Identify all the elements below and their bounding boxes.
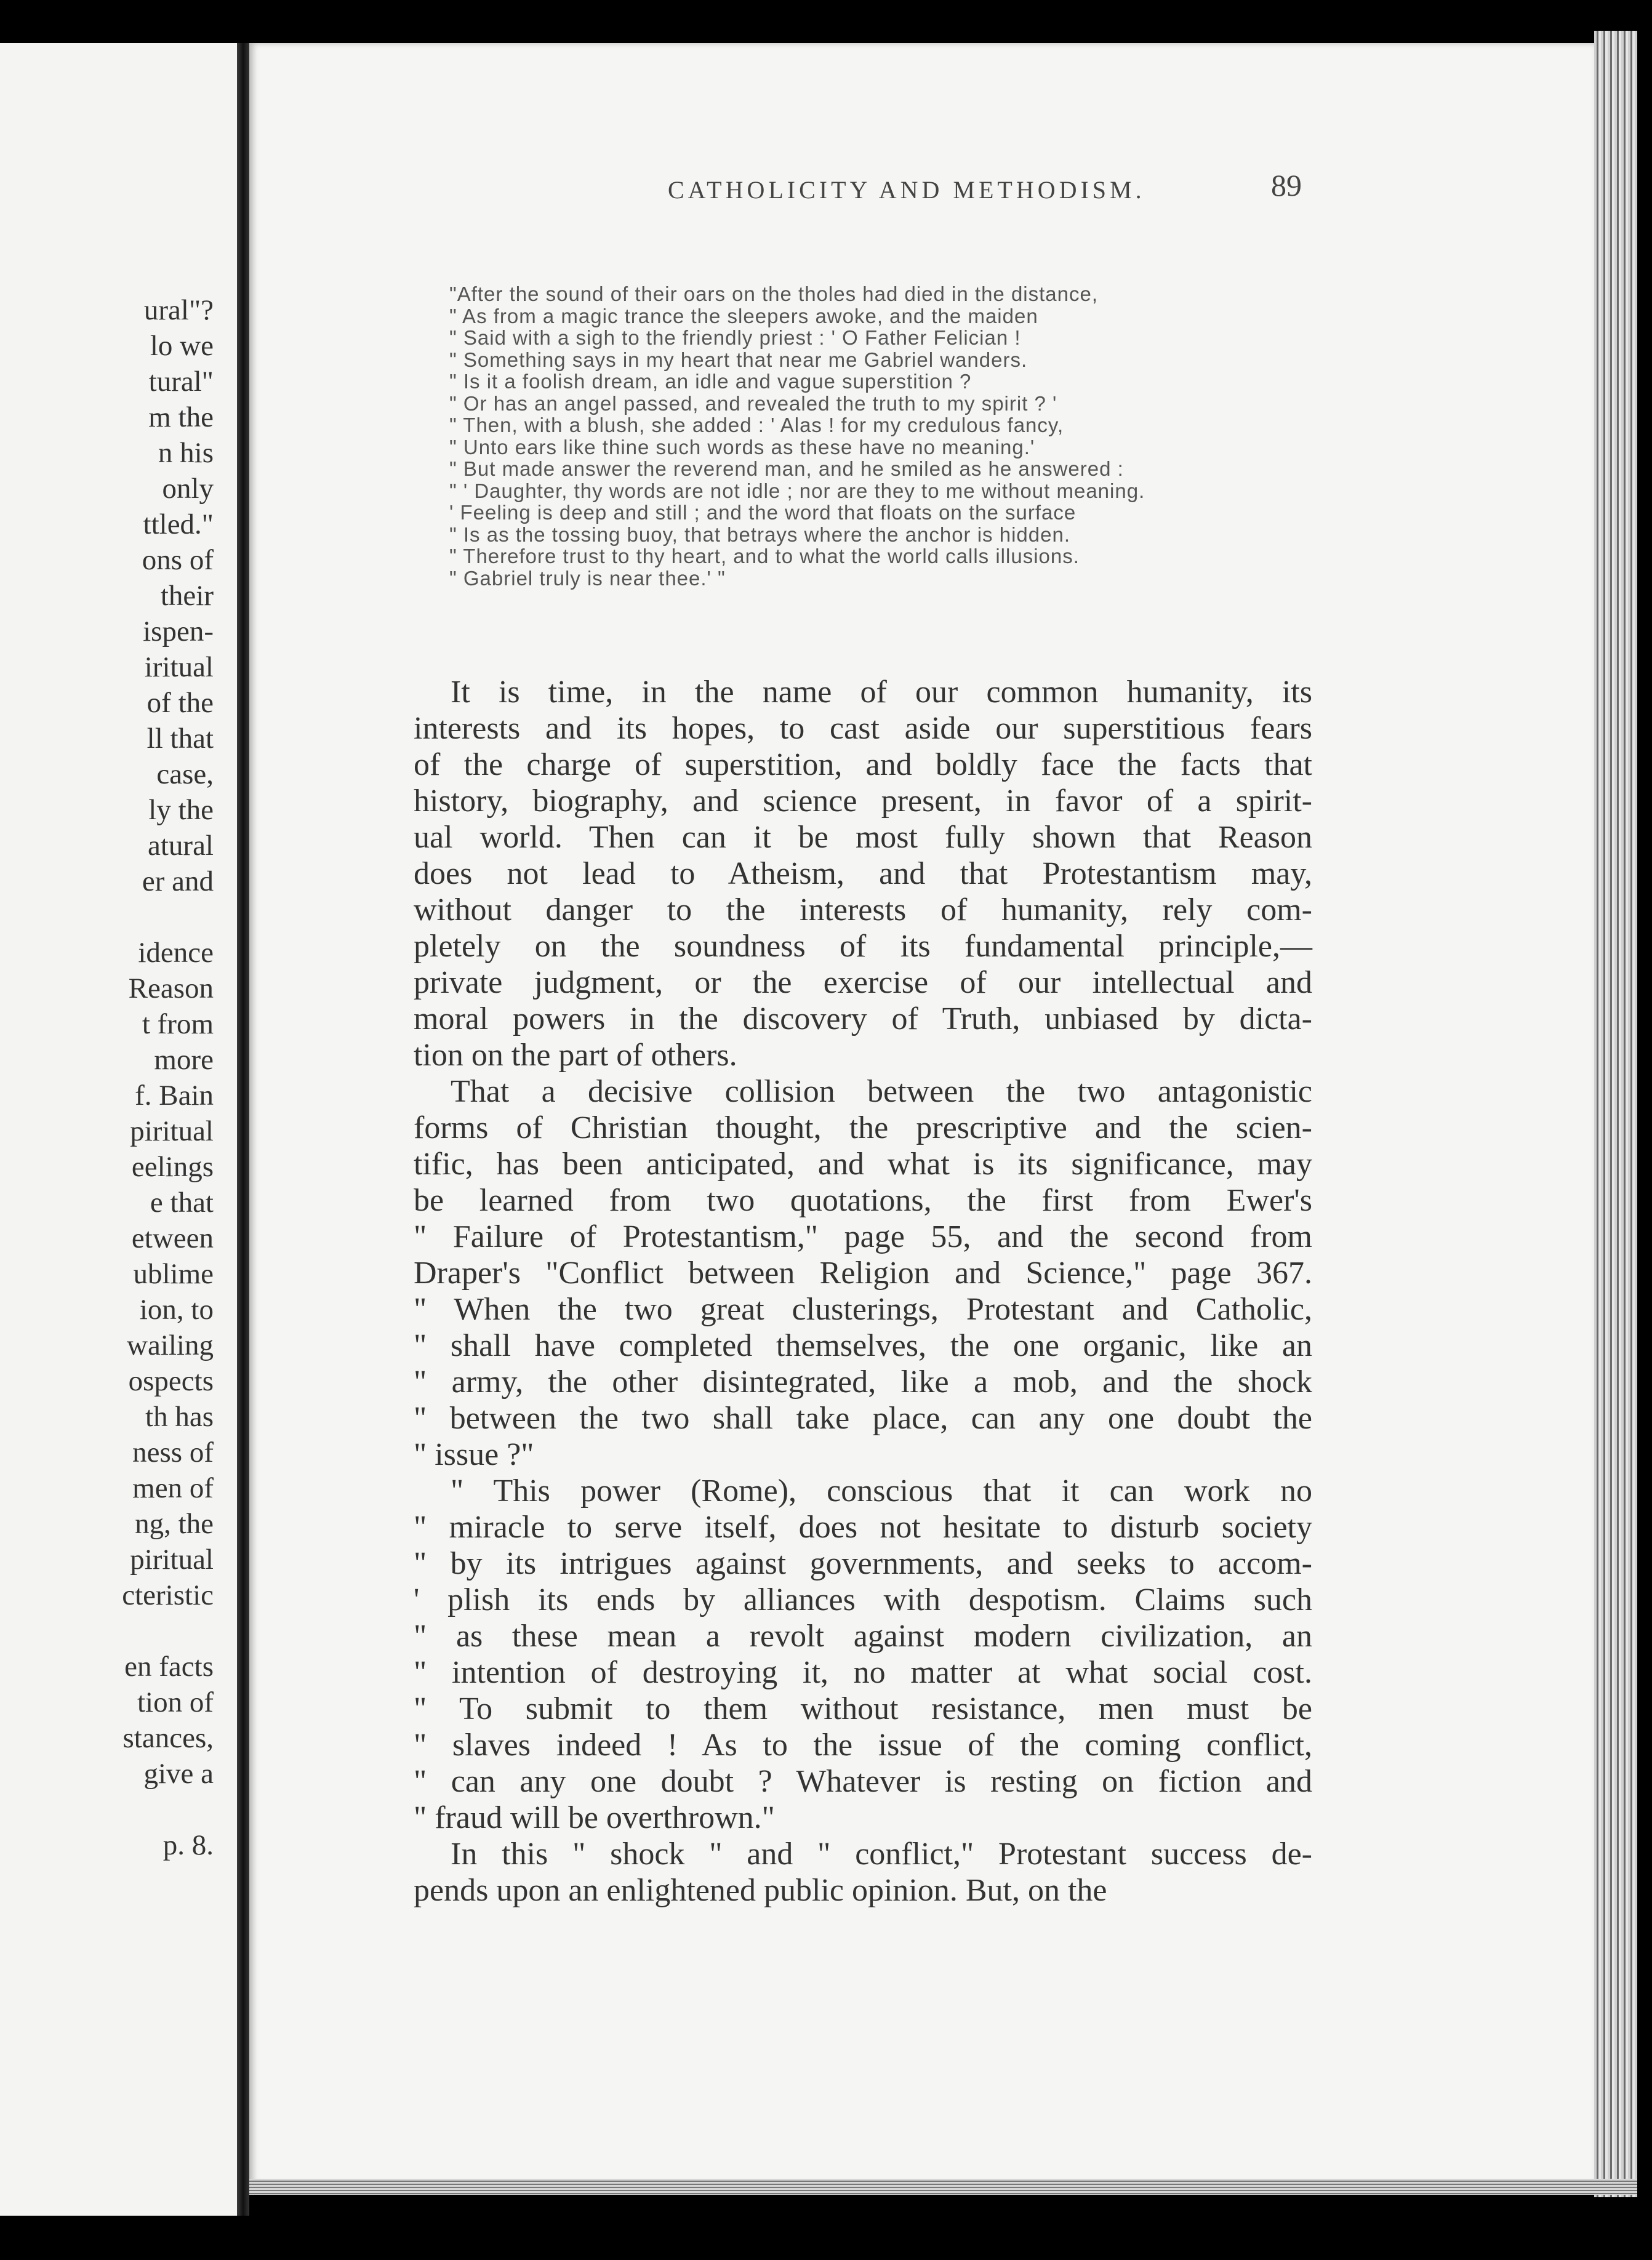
poem-line: " As from a magic trance the sleepers awoke, and the maiden <box>449 304 1038 327</box>
poem-line: " Is it a foolish dream, an idle and vague superstition ? <box>449 370 972 393</box>
poem-line: " ' Daughter, thy words are not idle ; nor are they to me without meaning. <box>449 479 1145 502</box>
text-line: " This power (Rome), conscious that it can work no <box>451 1473 1312 1509</box>
body-text <box>414 674 1312 1909</box>
previous-page-line: m the <box>148 401 214 433</box>
previous-page-line: eelings <box>131 1151 214 1183</box>
previous-page-line: n his <box>158 437 214 469</box>
text-line: of the charge of superstition, and boldly face the facts that <box>414 747 1312 782</box>
poem-quotation <box>449 283 1323 589</box>
text-line: pends upon an enlightened public opinion. But, on the <box>414 1873 1107 1908</box>
previous-page-line: ng, the <box>135 1508 214 1540</box>
poem-line: " Said with a sigh to the friendly priest : ' O Father Felician ! <box>449 326 1021 349</box>
text-line: without danger to the interests of humanity, rely com- <box>414 892 1312 928</box>
poem-line: " Then, with a blush, she added : ' Alas ! for my credulous fancy, <box>449 414 1064 436</box>
page-edges <box>1594 31 1637 2197</box>
previous-page-line: th has <box>145 1401 214 1433</box>
text-line: Draper's "Conflict between Religion and Science," page 367. <box>414 1256 1312 1291</box>
text-line: " miracle to serve itself, does not hesitate to disturb society <box>414 1510 1312 1545</box>
previous-page-line: ospects <box>128 1365 214 1397</box>
previous-page-line: f. Bain <box>135 1080 214 1112</box>
previous-page-line: of the <box>146 687 214 719</box>
previous-page-line: tural" <box>148 366 214 398</box>
previous-page-line: stances, <box>122 1722 214 1754</box>
text-line: be learned from two quotations, the first from Ewer's <box>414 1183 1312 1218</box>
previous-page-line: only <box>162 473 214 505</box>
poem-line: " Unto ears like thine such words as these have no meaning.' <box>449 435 1035 459</box>
previous-page-line: t from <box>142 1008 214 1040</box>
previous-page-line: idence <box>138 937 214 969</box>
previous-page-line: case, <box>156 758 214 790</box>
text-line: " between the two shall take place, can any one doubt the <box>414 1401 1312 1436</box>
previous-page-line: ons of <box>142 544 214 576</box>
previous-page-line: ll that <box>146 723 214 755</box>
previous-page-line: p. 8. <box>162 1829 214 1861</box>
previous-page-line: tion of <box>137 1686 214 1718</box>
poem-line: ' Feeling is deep and still ; and the word that floats on the surface <box>449 501 1077 524</box>
previous-page-line: etween <box>131 1222 214 1254</box>
previous-page-line: ly the <box>148 794 214 826</box>
previous-page-line: ispen- <box>143 615 214 647</box>
text-line: history, biography, and science present, in favor of a spirit- <box>414 783 1312 819</box>
text-line: tion on the part of others. <box>414 1038 737 1073</box>
text-line: " by its intrigues against governments, and seeks to accom- <box>414 1546 1312 1581</box>
text-line: " shall have completed themselves, the one organic, like an <box>414 1328 1312 1363</box>
previous-page-line: ublime <box>133 1258 214 1290</box>
previous-page-line: er and <box>142 865 214 897</box>
text-line: forms of Christian thought, the prescriptive and the scien- <box>414 1110 1312 1145</box>
text-line: In this " shock " and " conflict," Protestant success de- <box>451 1837 1312 1872</box>
text-line: That a decisive collision between the two antagonistic <box>451 1074 1312 1109</box>
text-line: " Failure of Protestantism," page 55, and the second from <box>414 1219 1312 1254</box>
poem-line: " Gabriel truly is near thee.' " <box>449 566 726 590</box>
text-line: private judgment, or the exercise of our intellectual and <box>414 965 1312 1000</box>
previous-page-line: lo we <box>150 330 214 362</box>
previous-page-line: ness of <box>132 1437 214 1469</box>
previous-page-line: ion, to <box>139 1294 214 1326</box>
previous-page-line: piritual <box>130 1544 214 1576</box>
text-line: " can any one doubt ? Whatever is resting on fiction and <box>414 1764 1312 1799</box>
text-line: ual world. Then can it be most fully shown that Reason <box>414 820 1312 855</box>
previous-page-line: cteristic <box>122 1579 214 1611</box>
poem-line: " Is as the tossing buoy, that betrays where the anchor is hidden. <box>449 523 1070 546</box>
paragraph <box>414 1836 1312 1909</box>
previous-page-line: atural <box>148 830 214 862</box>
text-line: " fraud will be overthrown." <box>414 1800 775 1835</box>
poem-line: "After the sound of their oars on the tholes had died in the distance, <box>449 282 1099 305</box>
text-line: " slaves indeed ! As to the issue of the coming conflict, <box>414 1728 1312 1763</box>
running-head: CATHOLICITY AND METHODISM. <box>668 176 1145 204</box>
previous-page <box>0 43 237 2216</box>
previous-page-line: piritual <box>130 1115 214 1147</box>
text-line: " intention of destroying it, no matter at what social cost. <box>414 1655 1312 1690</box>
page-bottom-edge <box>249 2179 1637 2195</box>
previous-page-line: ttled." <box>143 508 214 540</box>
previous-page-line: their <box>160 580 214 612</box>
text-line: does not lead to Atheism, and that Protestantism may, <box>414 856 1312 891</box>
paragraph <box>414 674 1312 1073</box>
previous-page-line: e that <box>150 1187 214 1219</box>
previous-page-line: iritual <box>144 651 214 683</box>
previous-page-line: Reason <box>128 972 214 1004</box>
text-line: tific, has been anticipated, and what is its significance, may <box>414 1147 1312 1182</box>
poem-line: " But made answer the reverend man, and he smiled as he answered : <box>449 457 1124 480</box>
previous-page-line: men of <box>132 1472 214 1504</box>
paragraph <box>414 1473 1312 1836</box>
book-gutter <box>237 43 249 2216</box>
text-line: interests and its hopes, to cast aside our superstitious fears <box>414 711 1312 746</box>
previous-page-line: give a <box>143 1758 214 1790</box>
previous-page-line: ural"? <box>143 294 214 326</box>
paragraph <box>414 1073 1312 1473</box>
text-line: " as these mean a revolt against modern civilization, an <box>414 1619 1312 1654</box>
poem-line: " Therefore trust to thy heart, and to what the world calls illusions. <box>449 545 1080 567</box>
poem-line: " Something says in my heart that near me Gabriel wanders. <box>449 348 1028 371</box>
text-line: " To submit to them without resistance, men must be <box>414 1691 1312 1726</box>
text-line: It is time, in the name of our common humanity, its <box>451 675 1312 710</box>
previous-page-line: en facts <box>124 1651 214 1683</box>
text-line: " When the two great clusterings, Protestant and Catholic, <box>414 1292 1312 1327</box>
text-line: ' plish its ends by alliances with despotism. Claims such <box>414 1582 1312 1617</box>
poem-line: " Or has an angel passed, and revealed the truth to my spirit ? ' <box>449 391 1057 415</box>
text-line: moral powers in the discovery of Truth, unbiased by dicta- <box>414 1001 1312 1036</box>
text-line: pletely on the soundness of its fundamental principle,— <box>414 929 1312 964</box>
previous-page-line: wailing <box>127 1329 214 1361</box>
text-line: " issue ?" <box>414 1437 534 1472</box>
text-line: " army, the other disintegrated, like a mob, and the shock <box>414 1364 1312 1400</box>
previous-page-line: more <box>154 1044 214 1076</box>
page-number: 89 <box>1271 168 1302 202</box>
